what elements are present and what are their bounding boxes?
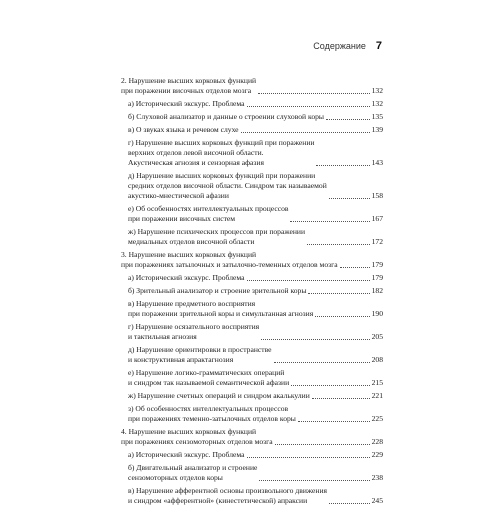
toc-entry-page: 215 — [371, 378, 383, 387]
toc-entry-page: 208 — [371, 355, 383, 364]
dot-leader — [298, 420, 370, 422]
toc-section-entry — [121, 171, 383, 201]
toc-section-entry — [121, 99, 383, 109]
toc-entry-title: а) Исторический экскурс. Проблема — [128, 273, 245, 282]
dot-leader — [258, 92, 370, 94]
dot-leader — [326, 118, 370, 120]
toc-section-entry — [121, 286, 383, 296]
toc-section-entry — [121, 227, 383, 247]
dot-leader — [340, 266, 370, 268]
dot-leader — [247, 105, 370, 107]
toc-section-entry — [121, 345, 383, 365]
dot-leader — [308, 292, 369, 294]
toc-chapter-entry — [121, 250, 383, 270]
toc-section-entry — [121, 299, 383, 319]
toc-entry-title: 3. Нарушение высших корковых функций при поражениях затылочных и затылочно-теменных отделов мозга — [121, 250, 338, 269]
dot-leader — [247, 456, 370, 458]
toc-entry-title: в) Нарушение афферентной основы произвольного движения и синдром «афферентной» (кинестетической) апраксии — [128, 486, 328, 505]
toc-section-entry — [121, 391, 383, 401]
toc-entry-title: в) О звуках языка и речевом слухе — [128, 125, 239, 134]
toc-entry-title: б) Зрительный анализатор и строение зрительной коры — [128, 286, 307, 295]
dot-leader — [329, 502, 370, 504]
dot-leader — [259, 479, 369, 481]
running-header — [313, 40, 382, 52]
toc-entry-page: 135 — [371, 112, 383, 121]
toc-entry-page: 225 — [371, 414, 383, 423]
toc-section-entry — [121, 368, 383, 388]
toc-entry-title: а) Исторический экскурс. Проблема — [128, 450, 245, 459]
dot-leader — [275, 443, 370, 445]
toc-entry-title: е) Об особенностях интеллектуальных процессов при поражении височных систем — [128, 204, 289, 223]
toc-entry-page: 158 — [371, 191, 383, 200]
toc-entry-page: 245 — [371, 496, 383, 505]
page-number: 7 — [375, 40, 382, 52]
dot-leader — [291, 384, 369, 386]
toc-entry-title: г) Нарушение осязательного восприятия и тактильная агнозия — [128, 322, 260, 341]
toc-entry-page: 205 — [371, 332, 383, 341]
toc-entry-title: е) Нарушение логико-грамматических операций и синдром так называемой семантической афазии — [128, 368, 290, 387]
toc-entry-title: з) Об особенностях интеллектуальных процессов при поражениях теменно-затылочных отделов коры — [128, 404, 296, 423]
toc-entry-title: в) Нарушение предметного восприятия при поражении зрительной коры и симультанная агнозия — [128, 299, 314, 318]
toc-section-entry — [121, 112, 383, 122]
toc-entry-page: 221 — [371, 391, 383, 400]
toc-chapter-entry — [121, 76, 383, 96]
toc-section-entry — [121, 273, 383, 283]
dot-leader — [312, 397, 370, 399]
toc-entry-page: 132 — [371, 99, 383, 108]
dot-leader — [241, 131, 370, 133]
toc-entry-page: 172 — [371, 237, 383, 246]
toc-entry-title: ж) Нарушение счетных операций и синдром акалькулии — [128, 391, 310, 400]
dot-leader — [274, 361, 370, 363]
toc-entry-title: а) Исторический экскурс. Проблема — [128, 99, 245, 108]
toc-section-entry — [121, 404, 383, 424]
dot-leader — [329, 197, 370, 199]
dot-leader — [307, 243, 370, 245]
toc-entry-page: 139 — [371, 125, 383, 134]
toc-entry-title: ж) Нарушение психических процессов при поражении медиальных отделов височной области — [128, 227, 306, 246]
toc-entry-page: 229 — [371, 450, 383, 459]
toc-section-entry — [121, 486, 383, 506]
toc-entry-page: 228 — [371, 437, 383, 446]
running-header-title: Содержание — [313, 41, 366, 51]
toc-section-entry — [121, 450, 383, 460]
toc-entry-title: д) Нарушение высших корковых функций при поражении средних отделов височной области. Синдром так называемой акустико-мнестической афазии — [128, 171, 327, 200]
toc-entry-title: 4. Нарушение высших корковых функций при поражениях сензомоторных отделов мозга — [121, 427, 273, 446]
dot-leader — [316, 164, 369, 166]
toc-section-entry — [121, 204, 383, 224]
toc-section-entry — [121, 125, 383, 135]
toc-chapter-entry — [121, 427, 383, 447]
dot-leader — [247, 279, 370, 281]
toc-entry-page: 143 — [371, 158, 383, 167]
toc-section-entry — [121, 322, 383, 342]
toc-entry-title: б) Слуховой анализатор и данные о строении слуховой коры — [128, 112, 325, 121]
toc-entry-title: 2. Нарушение высших корковых функций при поражении височных отделов мозга — [121, 76, 257, 95]
toc-section-entry — [121, 138, 383, 168]
toc-section-entry — [121, 463, 383, 483]
table-of-contents — [121, 73, 383, 509]
toc-entry-page: 179 — [371, 273, 383, 282]
toc-entry-page: 167 — [371, 214, 383, 223]
toc-entry-page: 132 — [371, 86, 383, 95]
toc-entry-title: г) Нарушение высших корковых функций при поражении верхних отделов левой височной области. Акустическая агнозия и сензорная афазия — [128, 138, 315, 167]
toc-entry-page: 190 — [371, 309, 383, 318]
toc-entry-page: 182 — [371, 286, 383, 295]
toc-entry-page: 238 — [371, 473, 383, 482]
dot-leader — [290, 220, 369, 222]
toc-entry-title: д) Нарушение ориентировки в пространстве и конструктивная апрактагнозия — [128, 345, 272, 364]
dot-leader — [261, 338, 369, 340]
toc-entry-title: б) Двигательный анализатор и строение сензомоторных отделов коры — [128, 463, 258, 482]
dot-leader — [315, 315, 369, 317]
toc-entry-page: 179 — [371, 260, 383, 269]
